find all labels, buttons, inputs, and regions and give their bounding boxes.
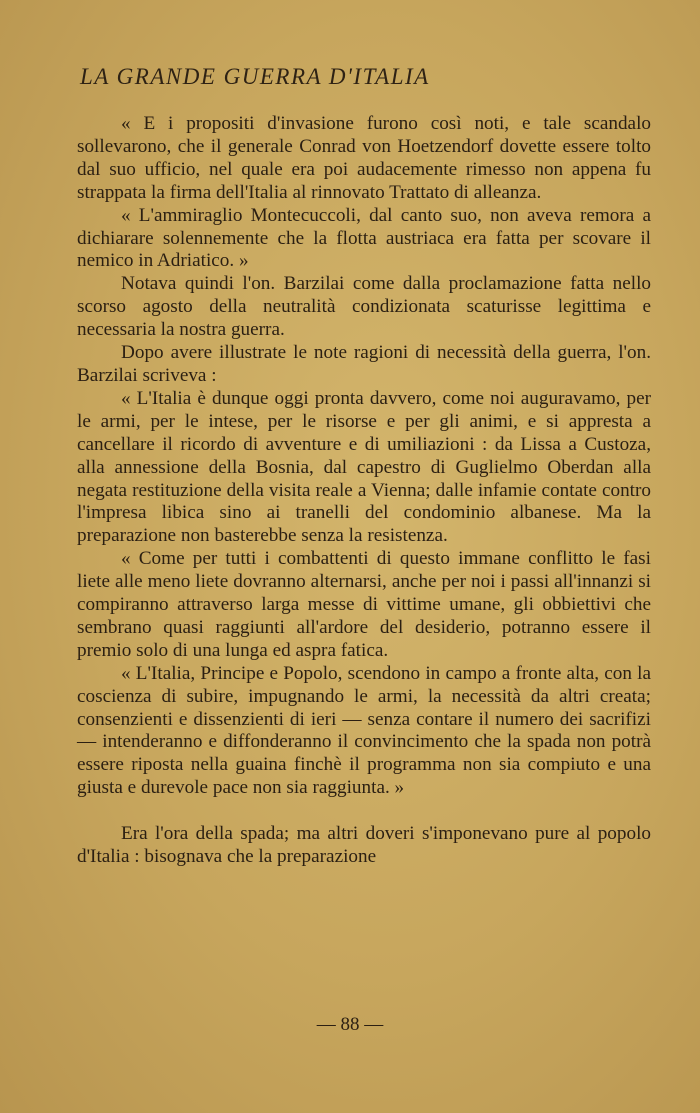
paragraph: « L'ammiraglio Montecuccoli, dal canto suo, non aveva remora a dichiarare solennemente che la flotta austriaca era fatta per scovare il nemico in Adriatico. » [77,204,651,272]
paragraph: « L'Italia è dunque oggi pronta davvero, come noi auguravamo, per le armi, per le intese, per le risorse e per gli animi, e si appresta a cancellare il ricordo di avventure e di umiliazioni : da Lissa a Custoza, alla annessione della Bosnia, dal capestro di Guglielmo Oberdan alla negata restituzione della visita reale a Vienna; dalle infamie contate contro l'impresa libica sino ai tranelli del condominio albanese. Ma la preparazione non basterebbe senza la resistenza. [77,387,651,547]
paragraph: « Come per tutti i combattenti di questo immane conflitto le fasi liete alle meno liete dovranno alternarsi, anche per noi i passi all'innanzi si compiranno attraverso larga messe di vittime umane, gli obbiettivi che sembrano quasi raggiunti all'ardore del desiderio, potranno essere il premio solo di una lunga ed aspra fatica. [77,548,651,661]
paragraph: « E i propositi d'invasione furono così noti, e tale scandalo sollevarono, che il generale Conrad von Hoetzendorf dovette essere tolto dal suo ufficio, nel quale era poi audacemente rimesso non appena fu strappata la firma dell'Italia al rinnovato Trattato di alleanza. [77,113,651,203]
running-head: LA GRANDE GUERRA D'ITALIA [80,64,430,89]
body-text [77,113,651,869]
page-number: — 88 — [316,1014,384,1035]
paragraph: Era l'ora della spada; ma altri doveri s'imponevano pure al popolo d'Italia : bisognava che la preparazione [77,823,651,868]
paragraph: Notava quindi l'on. Barzilai come dalla proclamazione fatta nello scorso agosto della neutralità condizionata scaturisse legittima e necessaria la nostra guerra. [77,273,651,341]
paragraph: Dopo avere illustrate le note ragioni di necessità della guerra, l'on. Barzilai scriveva : [77,342,651,386]
paragraph: « L'Italia, Principe e Popolo, scendono in campo a fronte alta, con la coscienza di subire, impugnando le armi, la necessità da altri creata; consenzienti e dissenzienti di ieri — senza contare il numero dei sacrifizi — intenderanno e diffonderanno il convincimento che la spada non potrà essere riposta nella guaina finchè il programma non sia compiuto e una giusta e durevole pace non sia raggiunta. » [77,662,651,799]
